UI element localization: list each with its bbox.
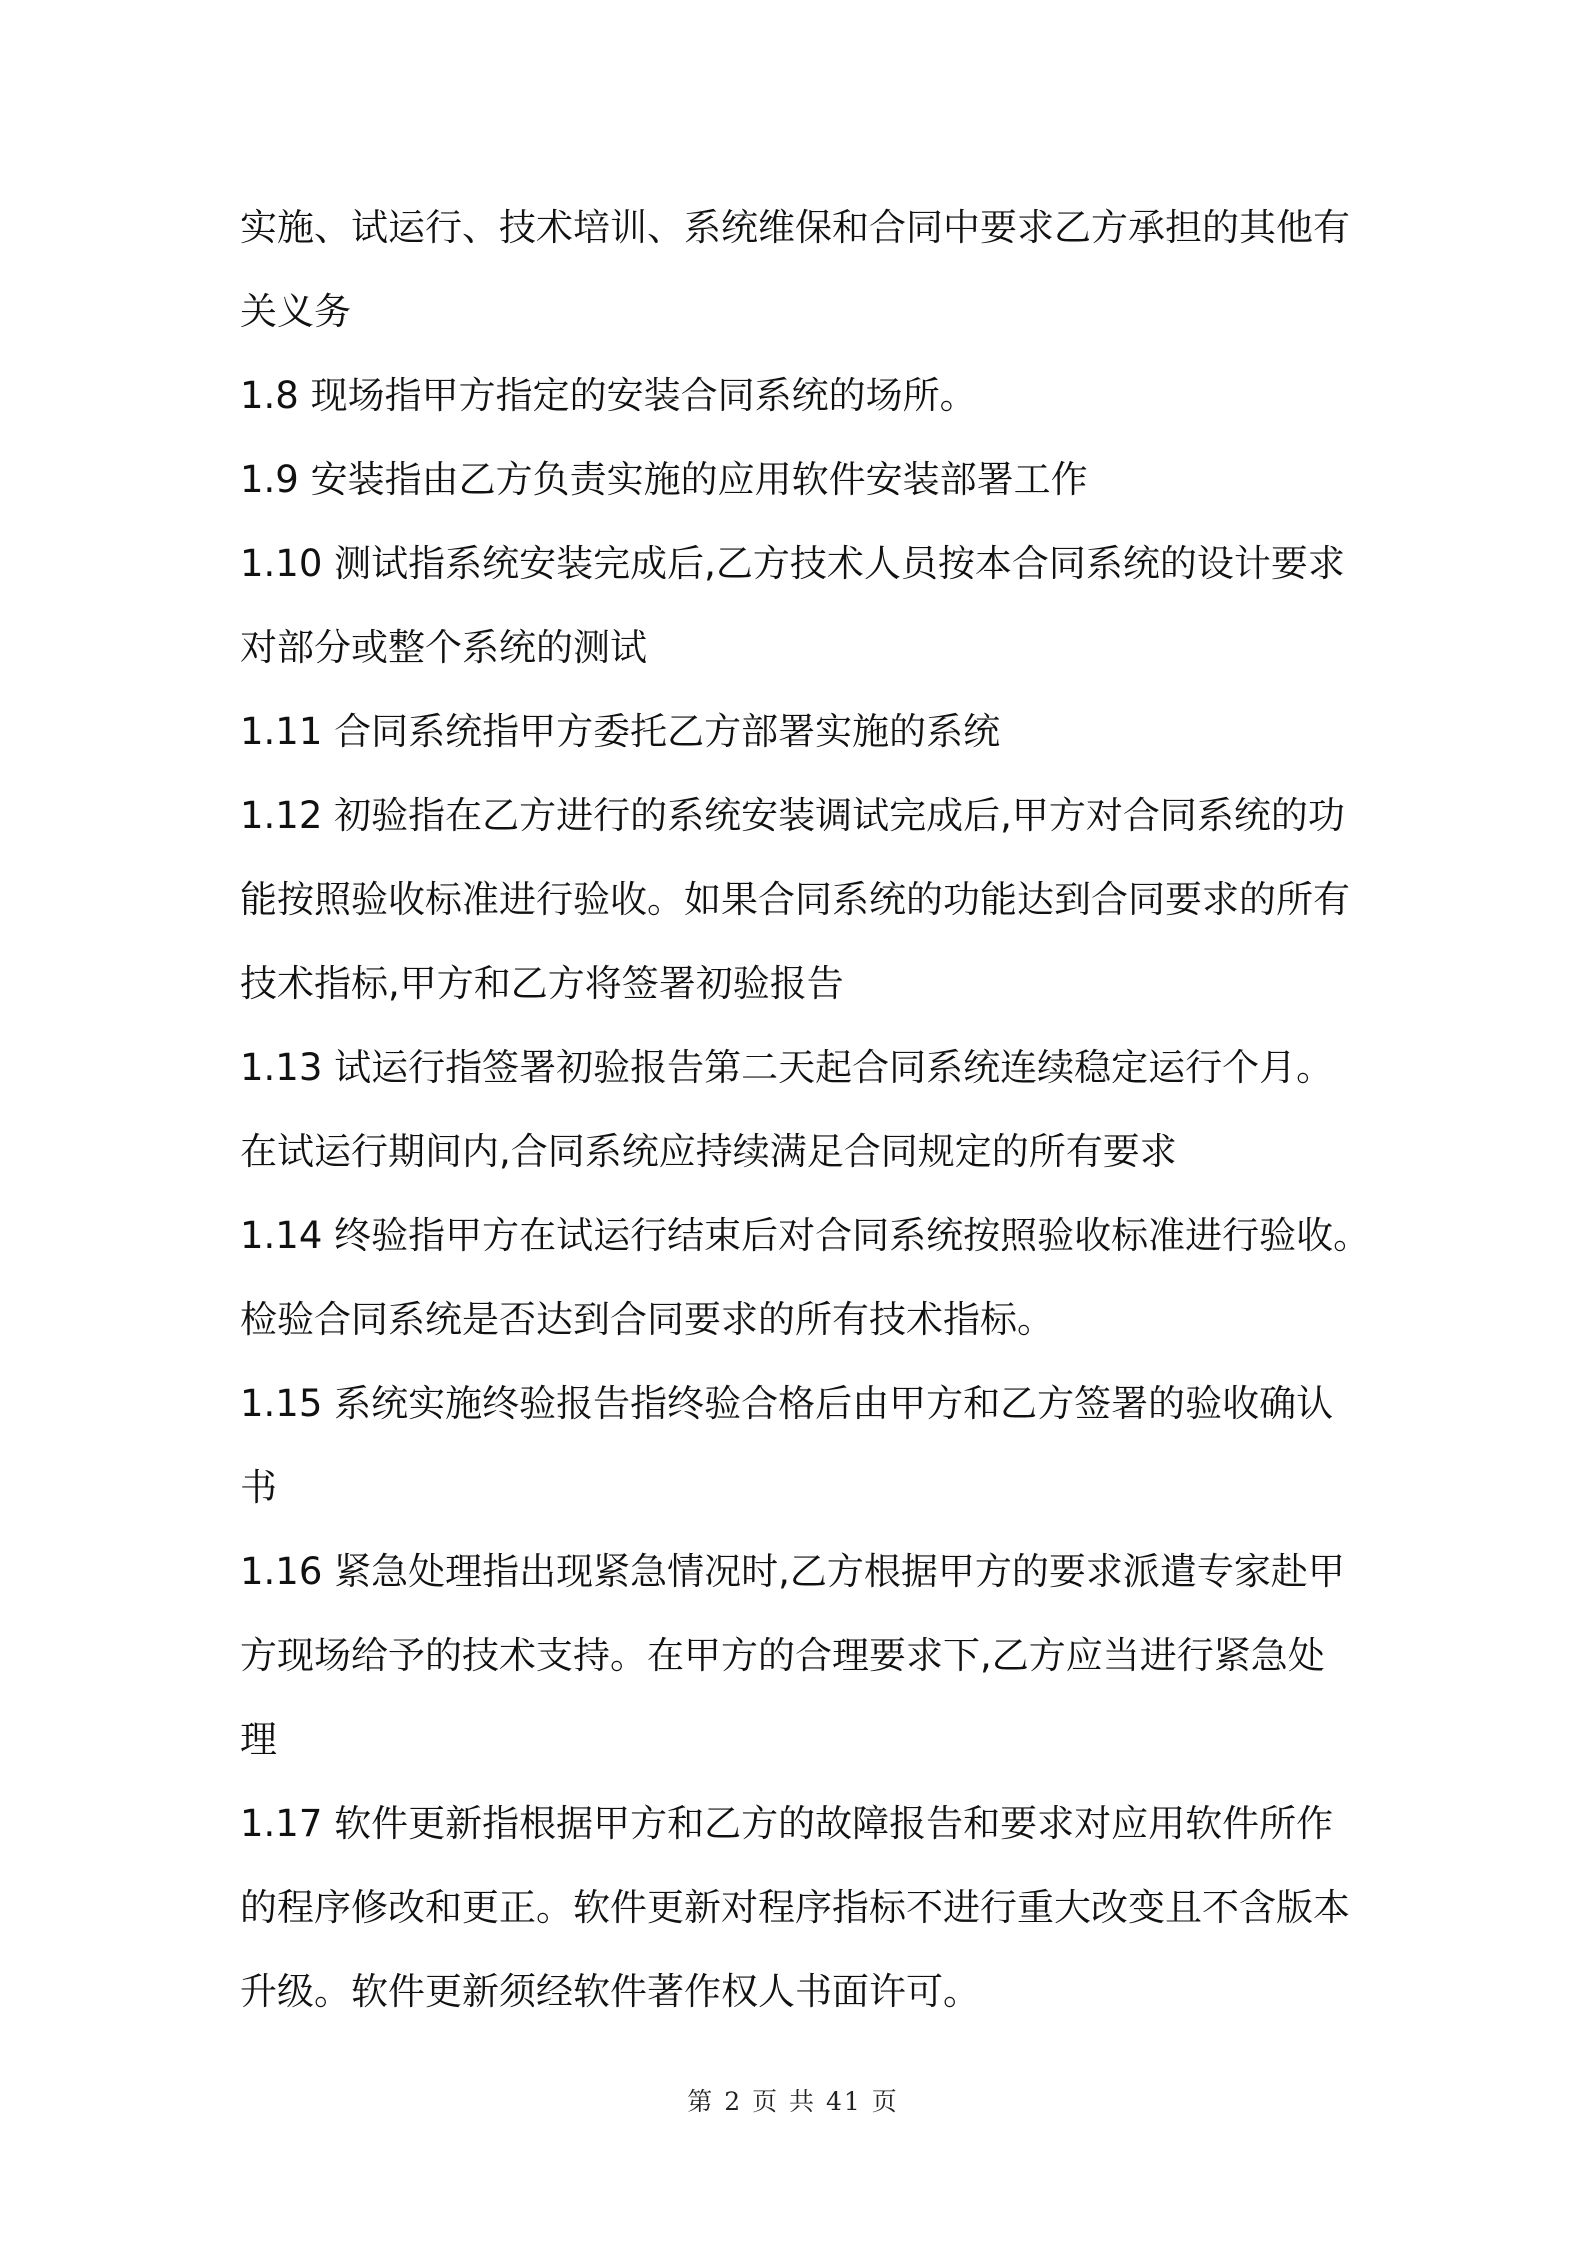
text-line: 实施、试运行、技术培训、系统维保和合同中要求乙方承担的其他有 [240,206,1350,249]
text-line: 1.13 试运行指签署初验报告第二天起合同系统连续稳定运行个月。 [240,1046,1334,1089]
text-line: 能按照验收标准进行验收。如果合同系统的功能达到合同要求的所有 [240,878,1350,921]
text-line: 1.9 安装指由乙方负责实施的应用软件安装部署工作 [240,458,1088,501]
text-line: 在试运行期间内,合同系统应持续满足合同规定的所有要求 [240,1130,1177,1173]
text-line: 1.14 终验指甲方在试运行结束后对合同系统按照验收标准进行验收。 [240,1214,1371,1257]
document-body [240,186,1371,2034]
text-line: 技术指标,甲方和乙方将签署初验报告 [240,962,844,1005]
text-line: 1.15 系统实施终验报告指终验合格后由甲方和乙方签署的验收确认 [240,1382,1334,1425]
text-line: 1.12 初验指在乙方进行的系统安装调试完成后,甲方对合同系统的功 [240,794,1345,837]
page-number-footer: 第 2 页 共 41 页 [687,2087,899,2116]
text-line: 关义务 [240,290,351,333]
text-line: 1.11 合同系统指甲方委托乙方部署实施的系统 [240,710,1001,753]
text-line: 升级。软件更新须经软件著作权人书面许可。 [240,1970,980,2013]
text-line: 对部分或整个系统的测试 [240,626,647,669]
text-line: 1.16 紧急处理指出现紧急情况时,乙方根据甲方的要求派遣专家赴甲 [240,1550,1345,1593]
text-line: 方现场给予的技术支持。在甲方的合理要求下,乙方应当进行紧急处 [240,1634,1325,1677]
text-line: 1.8 现场指甲方指定的安装合同系统的场所。 [240,374,977,417]
text-line: 1.17 软件更新指根据甲方和乙方的故障报告和要求对应用软件所作 [240,1802,1334,1845]
text-line: 书 [240,1466,277,1509]
text-line: 的程序修改和更正。软件更新对程序指标不进行重大改变且不含版本 [240,1886,1350,1929]
text-line: 检验合同系统是否达到合同要求的所有技术指标。 [240,1298,1054,1341]
text-line: 1.10 测试指系统安装完成后,乙方技术人员按本合同系统的设计要求 [240,542,1345,585]
text-line: 理 [240,1718,277,1761]
